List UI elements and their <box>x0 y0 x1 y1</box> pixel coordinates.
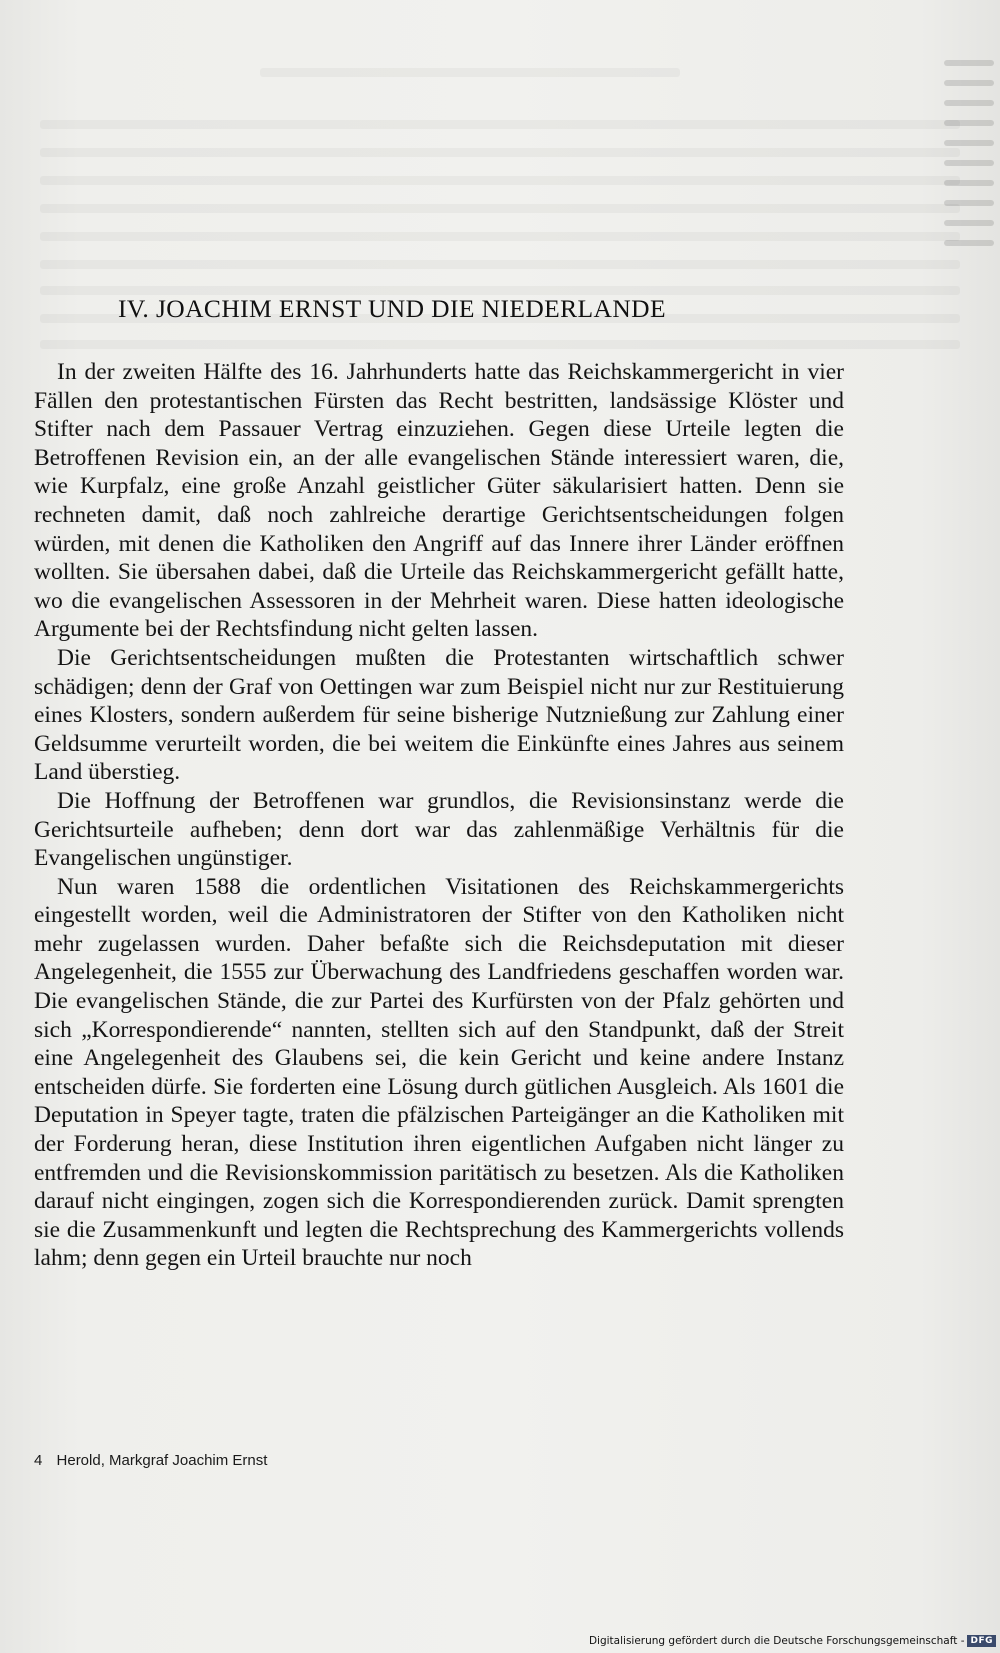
bleed-through-line <box>40 340 960 349</box>
paragraph: Nun waren 1588 die ordentlichen Visitationen des Reichskammergerichts eingestellt worden, weil die Administratoren der Stifter von den Katholiken nicht mehr zugelassen wurden. Daher befaßte sich die Reichsdeputation mit dieser Angelegenheit, die 1555 zur Überwachung des Landfriedens geschaffen worden war. Die evangelischen Stände, die zur Partei des Kurfürsten von der Pfalz gehörten und sich „Korrespondierende“ nannten, stellten sich auf den Standpunkt, daß der Streit eine Angelegenheit des Glaubens sei, die kein Gericht und keine andere Instanz entscheiden dürfe. Sie forderten eine Lösung durch gütlichen Ausgleich. Als 1601 die Deputation in Speyer tagte, traten die pfälzischen Parteigänger an die Katholiken mit der Forderung heran, diese Institution ihren eigentlichen Aufgaben nicht länger zu entfremden und die Revisionskommission paritätisch zu besetzen. Als die Katholiken darauf nicht eingingen, zogen sich die Korrespondierenden zurück. Damit sprengten sie die Zusammenkunft und legten die Rechtsprechung des Kammergerichts vollends lahm; denn gegen ein Urteil brauchte nur noch <box>34 873 844 1272</box>
chapter-title: IV. JOACHIM ERNST UND DIE NIEDERLANDE <box>118 294 666 323</box>
signature-line <box>34 1452 267 1469</box>
bleed-through-line <box>40 176 960 185</box>
paragraph: Die Hoffnung der Betroffenen war grundlos, die Revisionsinstanz werde die Gerichtsurteile aufheben; denn dort war das zahlenmäßige Verhältnis für die Evangelischen ungünstiger. <box>34 787 844 872</box>
credit-text: Digitalisierung gefördert durch die Deutsche Forschungsgemeinschaft - <box>588 1635 965 1647</box>
signature-text: Herold, Markgraf Joachim Ernst <box>56 1452 268 1469</box>
paragraph: Die Gerichtsentscheidungen mußten die Protestanten wirtschaftlich schwer schädigen; denn der Graf von Oettingen war zum Beispiel nicht nur zur Restituierung eines Klosters, sondern außerdem für seine bisherige Nutznießung zur Zahlung einer Geldsumme verurteilt worden, die bei weitem die Einkünfte eines Jahres aus seinem Land überstieg. <box>34 644 844 786</box>
bleed-through-line <box>40 260 960 269</box>
page-edge-marks <box>944 60 994 340</box>
dfg-logo-icon: DFG <box>967 1635 996 1647</box>
paragraph: In der zweiten Hälfte des 16. Jahrhunderts hatte das Reichskammergericht in vier Fällen den protestantischen Fürsten das Recht bestritten, landsässige Klöster und Stifter nach dem Passauer Vertrag einzuziehen. Gegen diese Urteile legten die Betroffenen Revision ein, an der alle evangelischen Stände interessiert waren, die, wie Kurpfalz, eine große Anzahl geistlicher Güter säkularisiert hatten. Denn sie rechneten damit, daß noch zahlreiche derartige Gerichtsentscheidungen folgen würden, mit denen die Katholiken den Angriff auf das Innere ihrer Länder eröffnen wollten. Sie übersahen dabei, daß die Urteile das Reichskammergericht gefällt hatte, wo die evangelischen Assessoren in der Mehrheit waren. Diese hatten ideologische Argumente bei der Rechtsfindung nicht gelten lassen. <box>34 359 844 643</box>
body-text <box>34 358 844 1273</box>
signature-number: 4 <box>34 1452 43 1469</box>
bleed-through-line <box>40 120 960 129</box>
digitization-credit <box>589 1635 996 1647</box>
bleed-through-line <box>260 68 680 77</box>
bleed-through-line <box>40 148 960 157</box>
bleed-through-line <box>40 232 960 241</box>
bleed-through-line <box>40 204 960 213</box>
